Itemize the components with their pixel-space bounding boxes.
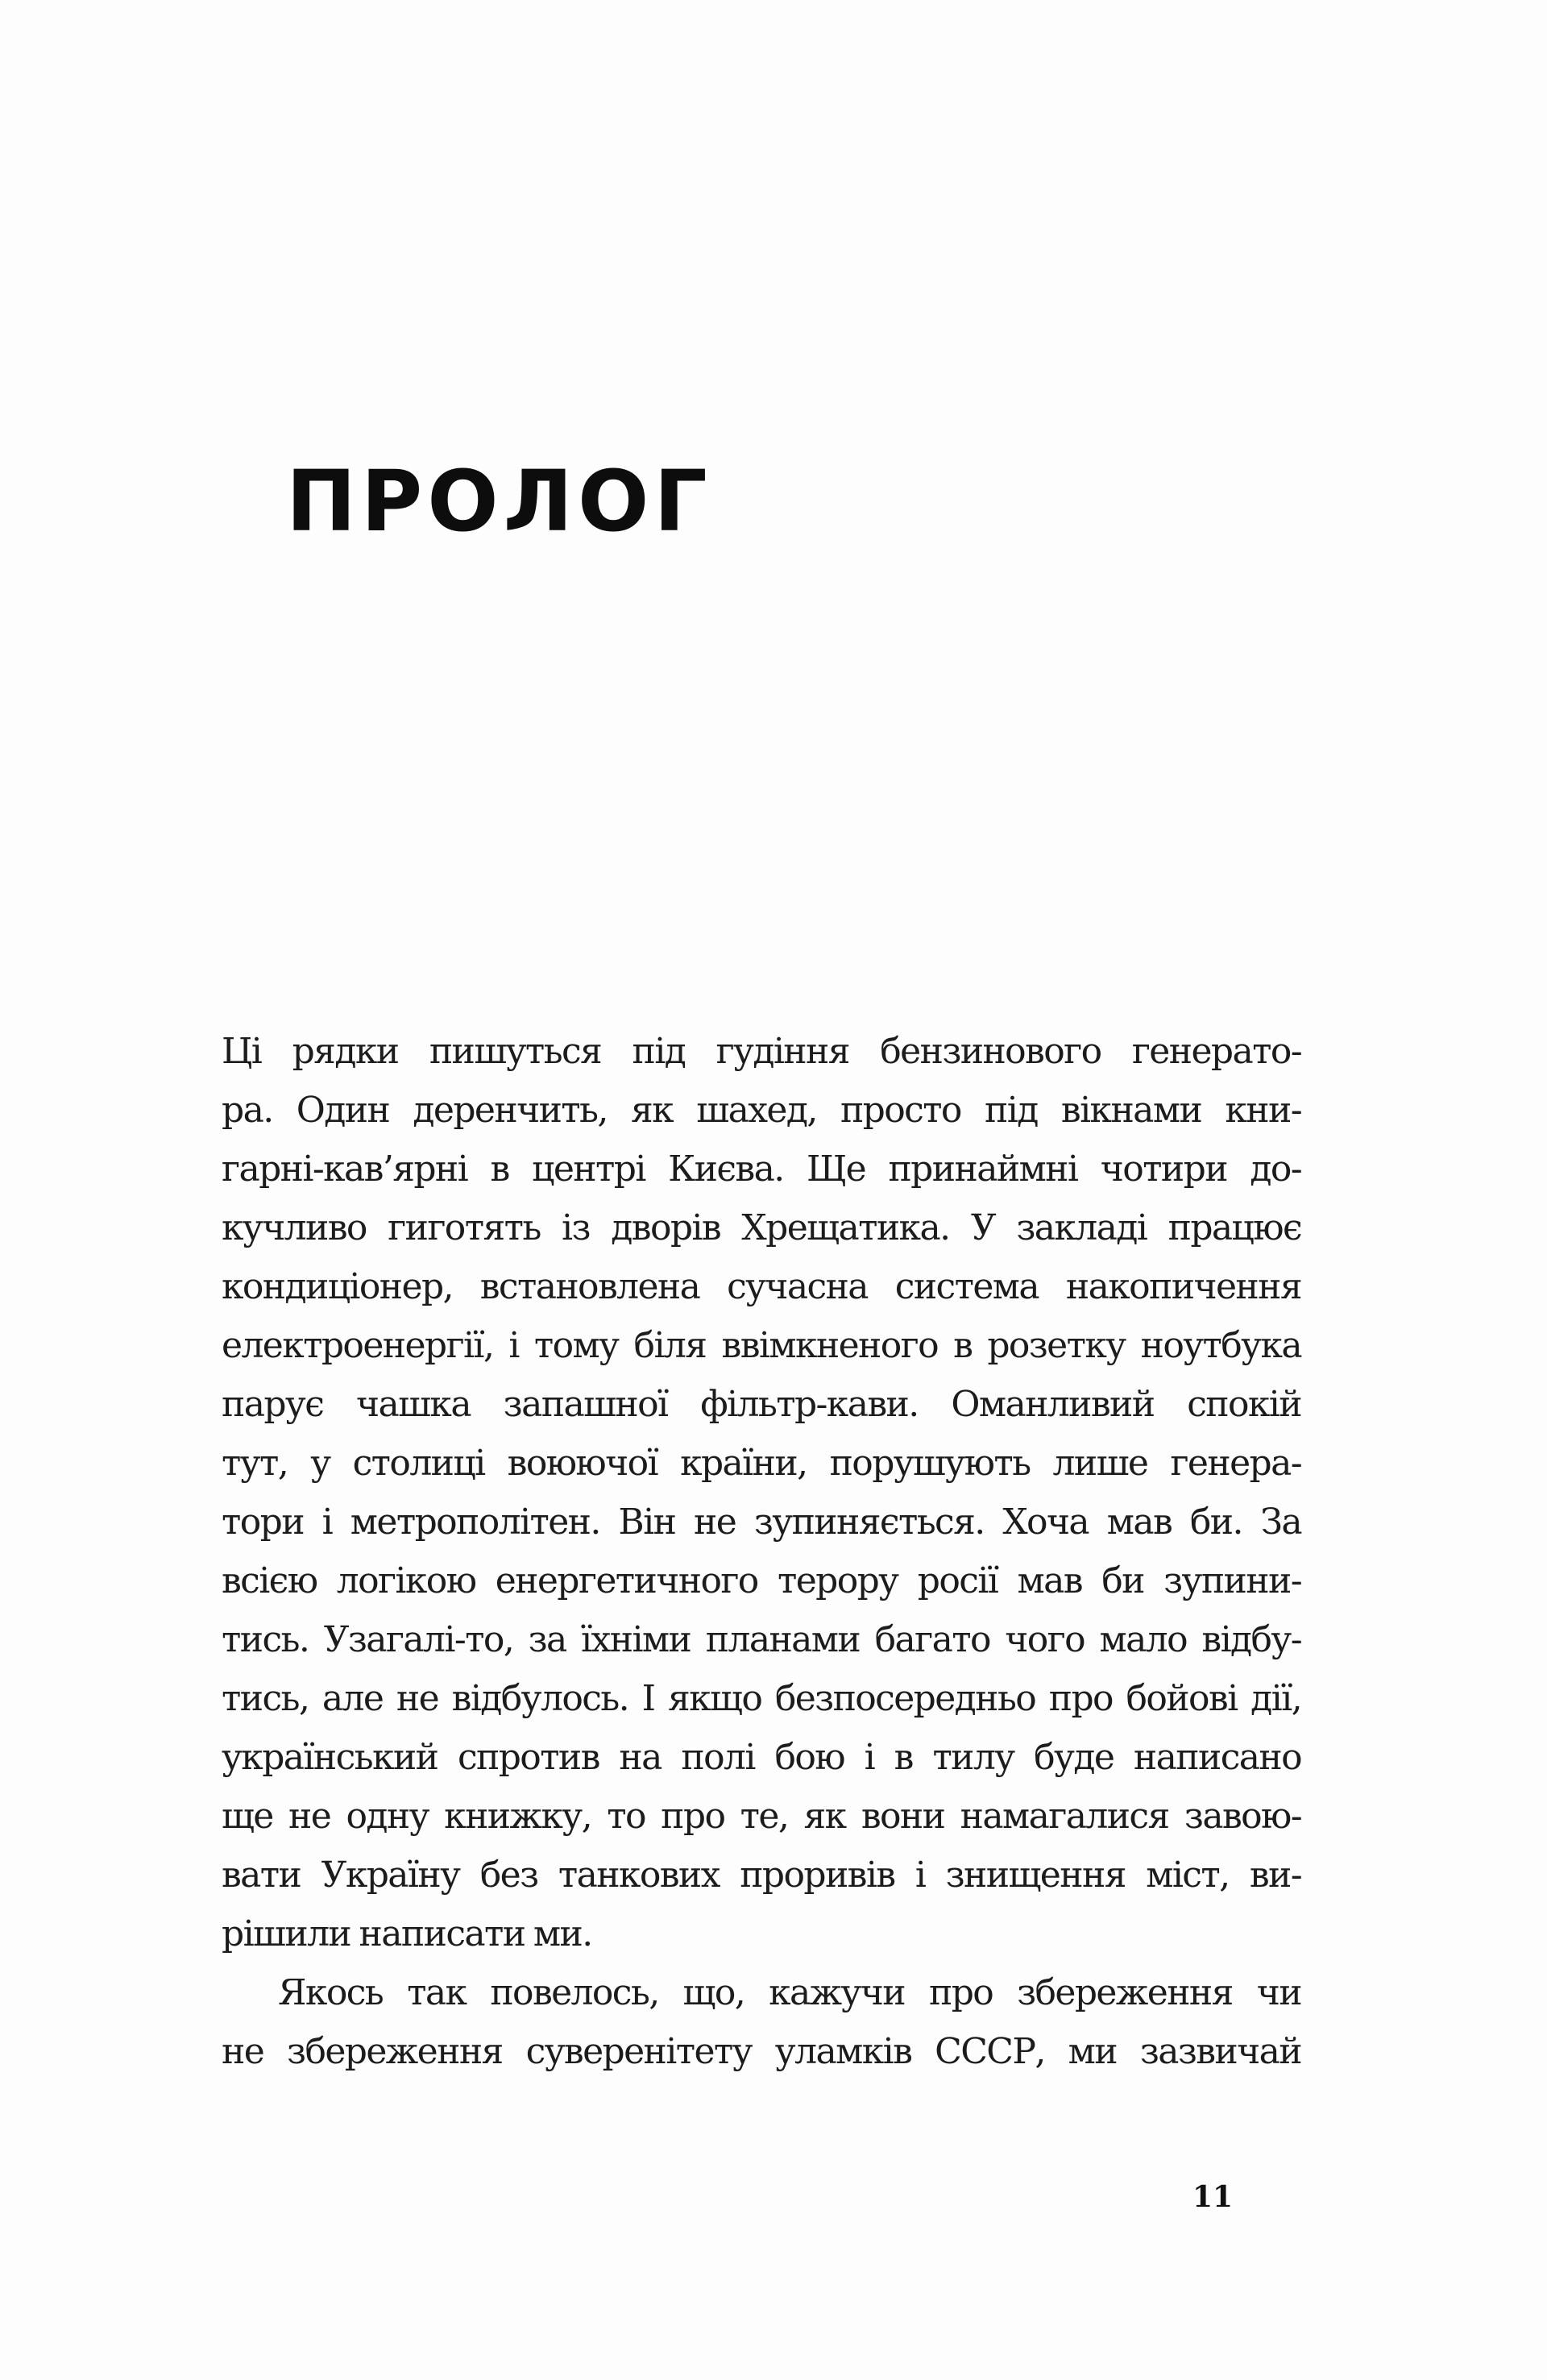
text-line: кучливо гиготять із дворів Хрещатика. У закладі працює <box>222 1207 1301 1248</box>
text-line: тись. Узагалі-то, за їхніми планами багато чого мало відбу- <box>222 1619 1301 1660</box>
text-line: тори і метрополітен. Він не зупиняється. Хоча мав би. За <box>222 1502 1301 1543</box>
text-line: парує чашка запашної фільтр-кави. Оманливий спокій <box>222 1384 1301 1425</box>
text-line: не збереження суверенітету уламків СССР, ми зазвичай <box>222 2031 1301 2072</box>
text-line: гарні-кав’ярні в центрі Києва. Ще принаймні чотири до- <box>222 1148 1301 1190</box>
text-line: рішили написати ми. <box>222 1913 592 1954</box>
text-line: Ці рядки пишуться під гудіння бензинового генерато- <box>222 1031 1301 1072</box>
text-line: всією логікою енергетичного терору росії мав би зупини- <box>222 1560 1301 1601</box>
paragraph-1 <box>222 1022 1301 1963</box>
text-line: електроенергії, і тому біля ввімкненого в розетку ноутбука <box>222 1325 1301 1366</box>
text-line: тись, але не відбулось. І якщо безпосередньо про бойові дії, <box>222 1678 1301 1719</box>
chapter-title: ПРОЛОГ <box>286 452 712 550</box>
text-line: Якось так повелось, що, кажучи про збереження чи <box>278 1972 1301 2013</box>
text-line: тут, у столиці воюючої країни, порушують лише генера- <box>222 1443 1301 1484</box>
text-line: український спротив на полі бою і в тилу буде написано <box>222 1737 1301 1778</box>
body-text <box>222 1022 1301 2081</box>
page-number: 11 <box>1192 2180 1234 2214</box>
text-line: вати Україну без танкових проривів і знищення міст, ви- <box>222 1855 1301 1896</box>
text-line: ра. Один деренчить, як шахед, просто під вікнами кни- <box>222 1090 1301 1131</box>
text-line: ще не одну книжку, то про те, як вони намагалися завою- <box>222 1796 1301 1837</box>
text-line: кондиціонер, встановлена сучасна система накопичення <box>222 1266 1301 1307</box>
paragraph-2 <box>222 1963 1301 2081</box>
